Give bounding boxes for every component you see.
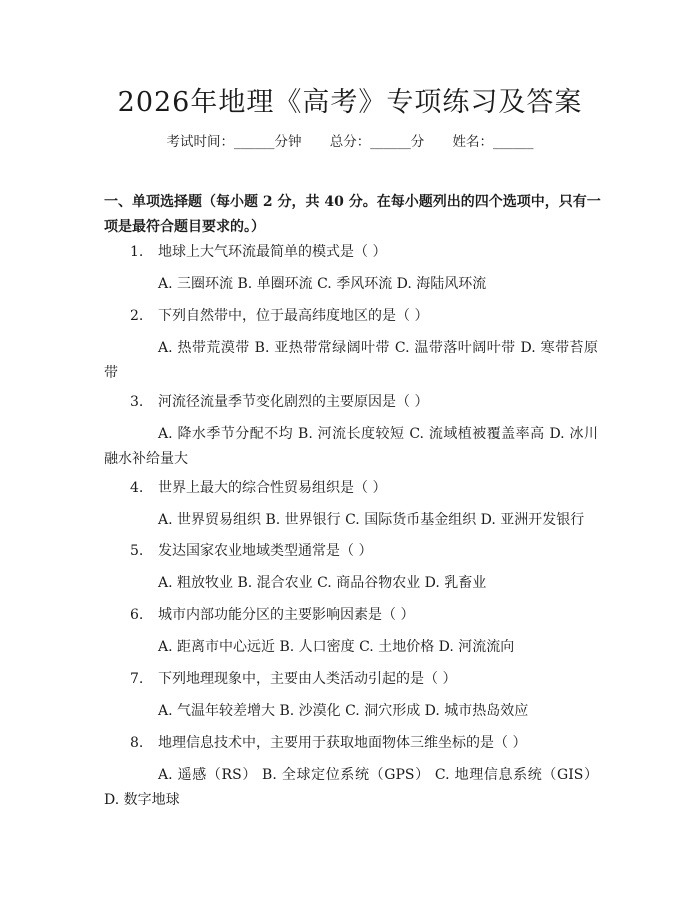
question-stem xyxy=(104,731,598,756)
question-options: A. 降水季节分配不均 B. 河流长度较短 C. 流域植被覆盖率高 D. 冰川融水补给量大 xyxy=(104,426,598,467)
question-text: 城市内部功能分区的主要影响因素是（ ） xyxy=(158,607,415,623)
question-options: A. 粗放牧业 B. 混合农业 C. 商品谷物农业 D. 乳畜业 xyxy=(158,575,487,591)
section-heading: 一、单项选择题（每小题 2 分，共 40 分。在每小题列出的四个选项中，只有一项是最符合题目要求的。） xyxy=(104,194,601,235)
question-text: 发达国家农业地域类型通常是（ ） xyxy=(158,543,373,559)
question-options: A. 世界贸易组织 B. 世界银行 C. 国际货币基金组织 D. 亚洲开发银行 xyxy=(158,512,585,528)
question-options: A. 热带荒漠带 B. 亚热带常绿阔叶带 C. 温带落叶阔叶带 D. 寒带苔原带 xyxy=(104,340,598,381)
question-number: 1. xyxy=(130,244,144,260)
question-stem xyxy=(104,603,598,628)
question-text: 世界上最大的综合性贸易组织是（ ） xyxy=(158,480,387,496)
question-options: A. 三圈环流 B. 单圈环流 C. 季风环流 D. 海陆风环流 xyxy=(158,276,487,292)
question-text: 地球上大气环流最简单的模式是（ ） xyxy=(158,244,387,260)
question-number: 2. xyxy=(130,308,144,324)
question-text: 河流径流量季节变化剧烈的主要原因是（ ） xyxy=(158,394,429,410)
question-number: 3. xyxy=(130,394,144,410)
exam-time-field: 考试时间：______分钟 xyxy=(166,134,302,150)
page-title: 2026年地理《高考》专项练习及答案 xyxy=(117,87,583,118)
student-name-field: 姓名：______ xyxy=(452,134,534,150)
question-number: 4. xyxy=(130,480,144,496)
question-text: 地理信息技术中，主要用于获取地面物体三维坐标的是（ ） xyxy=(158,735,527,751)
question-stem xyxy=(104,390,598,415)
question-stem xyxy=(104,539,598,564)
question-text: 下列地理现象中，主要由人类活动引起的是（ ） xyxy=(158,671,457,687)
question-stem xyxy=(104,667,598,692)
total-score-field: 总分：______分 xyxy=(329,134,425,150)
question-number: 5. xyxy=(130,543,144,559)
question-text: 下列自然带中，位于最高纬度地区的是（ ） xyxy=(158,308,429,324)
question-stem xyxy=(104,240,598,265)
question-stem xyxy=(104,304,598,329)
question-number: 6. xyxy=(130,607,144,623)
question-options: A. 遥感（RS） B. 全球定位系统（GPS） C. 地理信息系统（GIS） D. 数字地球 xyxy=(104,767,598,808)
exam-meta xyxy=(0,130,700,150)
question-number: 8. xyxy=(130,735,144,751)
question-number: 7. xyxy=(130,671,144,687)
question-options: A. 气温年较差增大 B. 沙漠化 C. 洞穴形成 D. 城市热岛效应 xyxy=(158,703,529,719)
question-options: A. 距离市中心远近 B. 人口密度 C. 土地价格 D. 河流流向 xyxy=(158,639,515,655)
question-stem xyxy=(104,476,598,501)
